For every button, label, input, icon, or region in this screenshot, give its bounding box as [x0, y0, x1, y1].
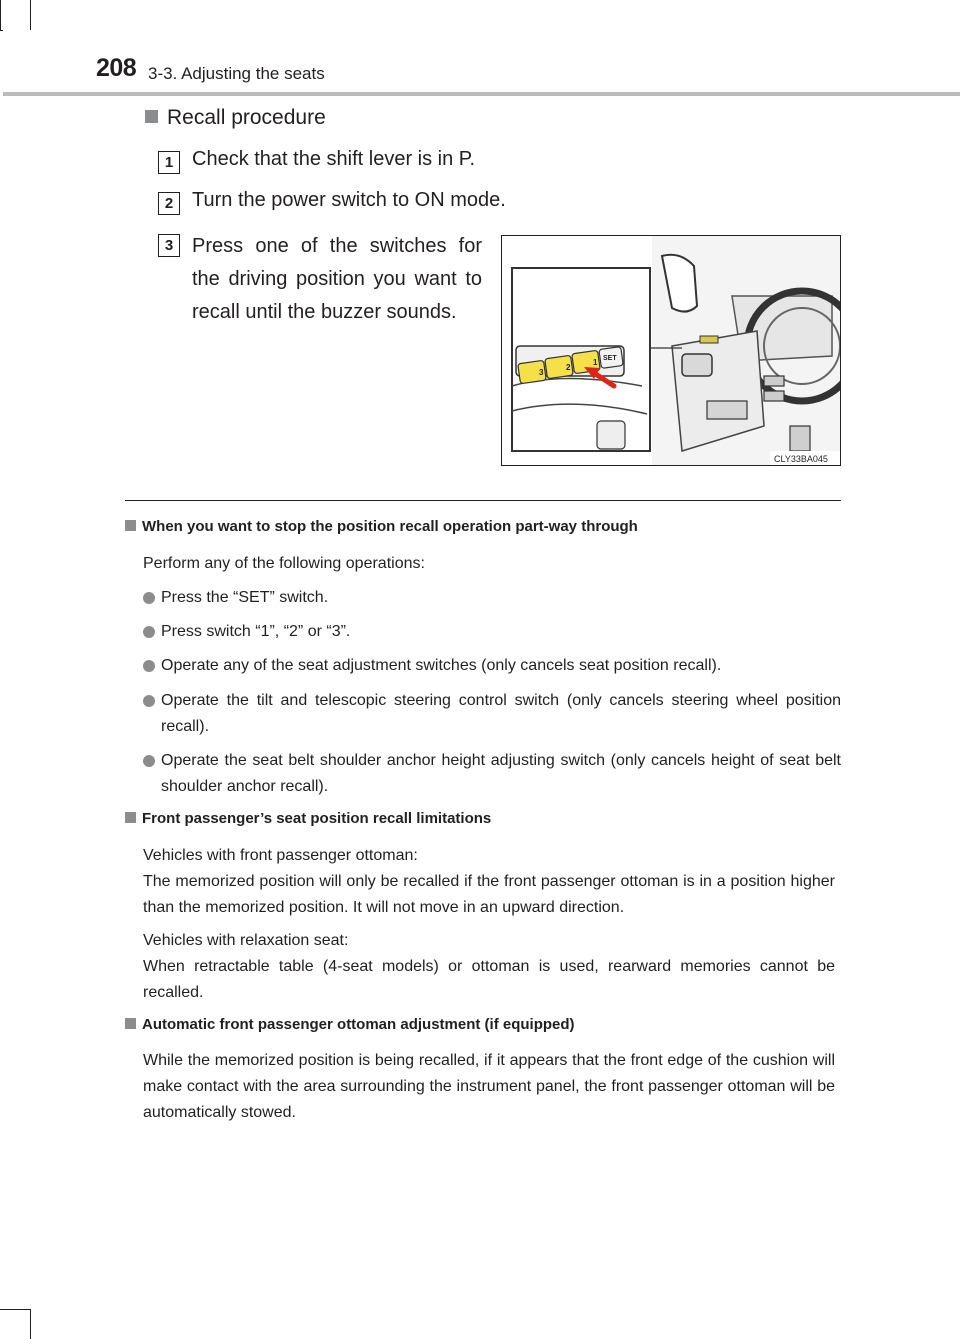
- section-title: 3-3. Adjusting the seats: [148, 64, 325, 83]
- step-text-2: Turn the power switch to ON mode.: [192, 189, 506, 211]
- list-item-text: Operate the seat belt shoulder anchor height adjusting switch (only cancels height of seat belt shoulder anchor recall).: [161, 752, 841, 795]
- page-number: 208: [96, 54, 137, 82]
- note-heading-stop-text: When you want to stop the position recall operation part-way through: [142, 518, 638, 535]
- switch-label-set: SET: [603, 355, 617, 362]
- note-heading-limitations-text: Front passenger’s seat position recall limitations: [142, 810, 492, 827]
- step-text-3: Press one of the switches for the driving position you want to recall until the buzzer sounds.: [192, 235, 482, 323]
- list-item-text: Operate the tilt and telescopic steering control switch (only cancels steering wheel position recall).: [161, 692, 841, 735]
- note-heading-stop: [125, 518, 638, 535]
- figure-code: CLY33BA045: [774, 454, 828, 464]
- note-intro: Perform any of the following operations:: [143, 555, 425, 572]
- list-item: [143, 688, 841, 740]
- switch-label-1: 1: [593, 358, 598, 367]
- recall-heading: [145, 106, 326, 130]
- crop-mark: [0, 1309, 31, 1310]
- list-item-text: Press switch “1”, “2” or “3”.: [161, 623, 351, 640]
- relaxation-text: When retractable table (4-seat models) or ottoman is used, rearward memories cannot be recalled.: [143, 958, 835, 1001]
- square-bullet-icon: [125, 812, 136, 823]
- list-item: [143, 653, 841, 679]
- crop-mark: [30, 0, 31, 30]
- list-item-text: Operate any of the seat adjustment switches (only cancels seat position recall).: [161, 657, 722, 674]
- step-number-1: 1: [158, 151, 180, 174]
- bullet-dot-icon: [143, 592, 155, 604]
- header-rule: [3, 92, 960, 96]
- ottoman-text: The memorized position will only be recalled if the front passenger ottoman is in a position higher than the memorized position. It will not move in an upward direction.: [143, 873, 835, 916]
- note-heading-limitations: [125, 810, 491, 827]
- list-item: [143, 585, 841, 611]
- door-panel-illustration: [502, 236, 841, 466]
- crop-mark: [0, 30, 3, 31]
- recall-heading-text: Recall procedure: [167, 106, 326, 129]
- auto-text: While the memorized position is being recalled, if it appears that the front edge of the cushion will make contact with the area surrounding the instrument panel, the front passenger ottoman will be automatically stowed.: [143, 1052, 835, 1121]
- crop-mark: [0, 0, 1, 30]
- step-text-1: Check that the shift lever is in P.: [192, 148, 476, 170]
- list-item-text: Press the “SET” switch.: [161, 589, 329, 606]
- bullet-dot-icon: [143, 755, 155, 767]
- note-heading-auto: [125, 1016, 575, 1033]
- bullet-dot-icon: [143, 660, 155, 672]
- note-heading-auto-text: Automatic front passenger ottoman adjustment (if equipped): [142, 1016, 575, 1033]
- square-bullet-icon: [125, 1018, 136, 1029]
- step-number-3: 3: [158, 234, 180, 257]
- bullet-dot-icon: [143, 695, 155, 707]
- list-item: [143, 619, 841, 645]
- section-divider: [125, 500, 841, 501]
- bullet-dot-icon: [143, 626, 155, 638]
- step-number-2: 2: [158, 192, 180, 215]
- switch-label-3: 3: [539, 368, 544, 377]
- list-item: [143, 748, 841, 800]
- relaxation-label: Vehicles with relaxation seat:: [143, 932, 349, 949]
- ottoman-label: Vehicles with front passenger ottoman:: [143, 847, 418, 864]
- switch-label-2: 2: [566, 363, 571, 372]
- memory-switch-illustration: [501, 235, 841, 466]
- square-bullet-icon: [145, 110, 158, 123]
- crop-mark: [30, 1309, 31, 1339]
- square-bullet-icon: [125, 520, 136, 531]
